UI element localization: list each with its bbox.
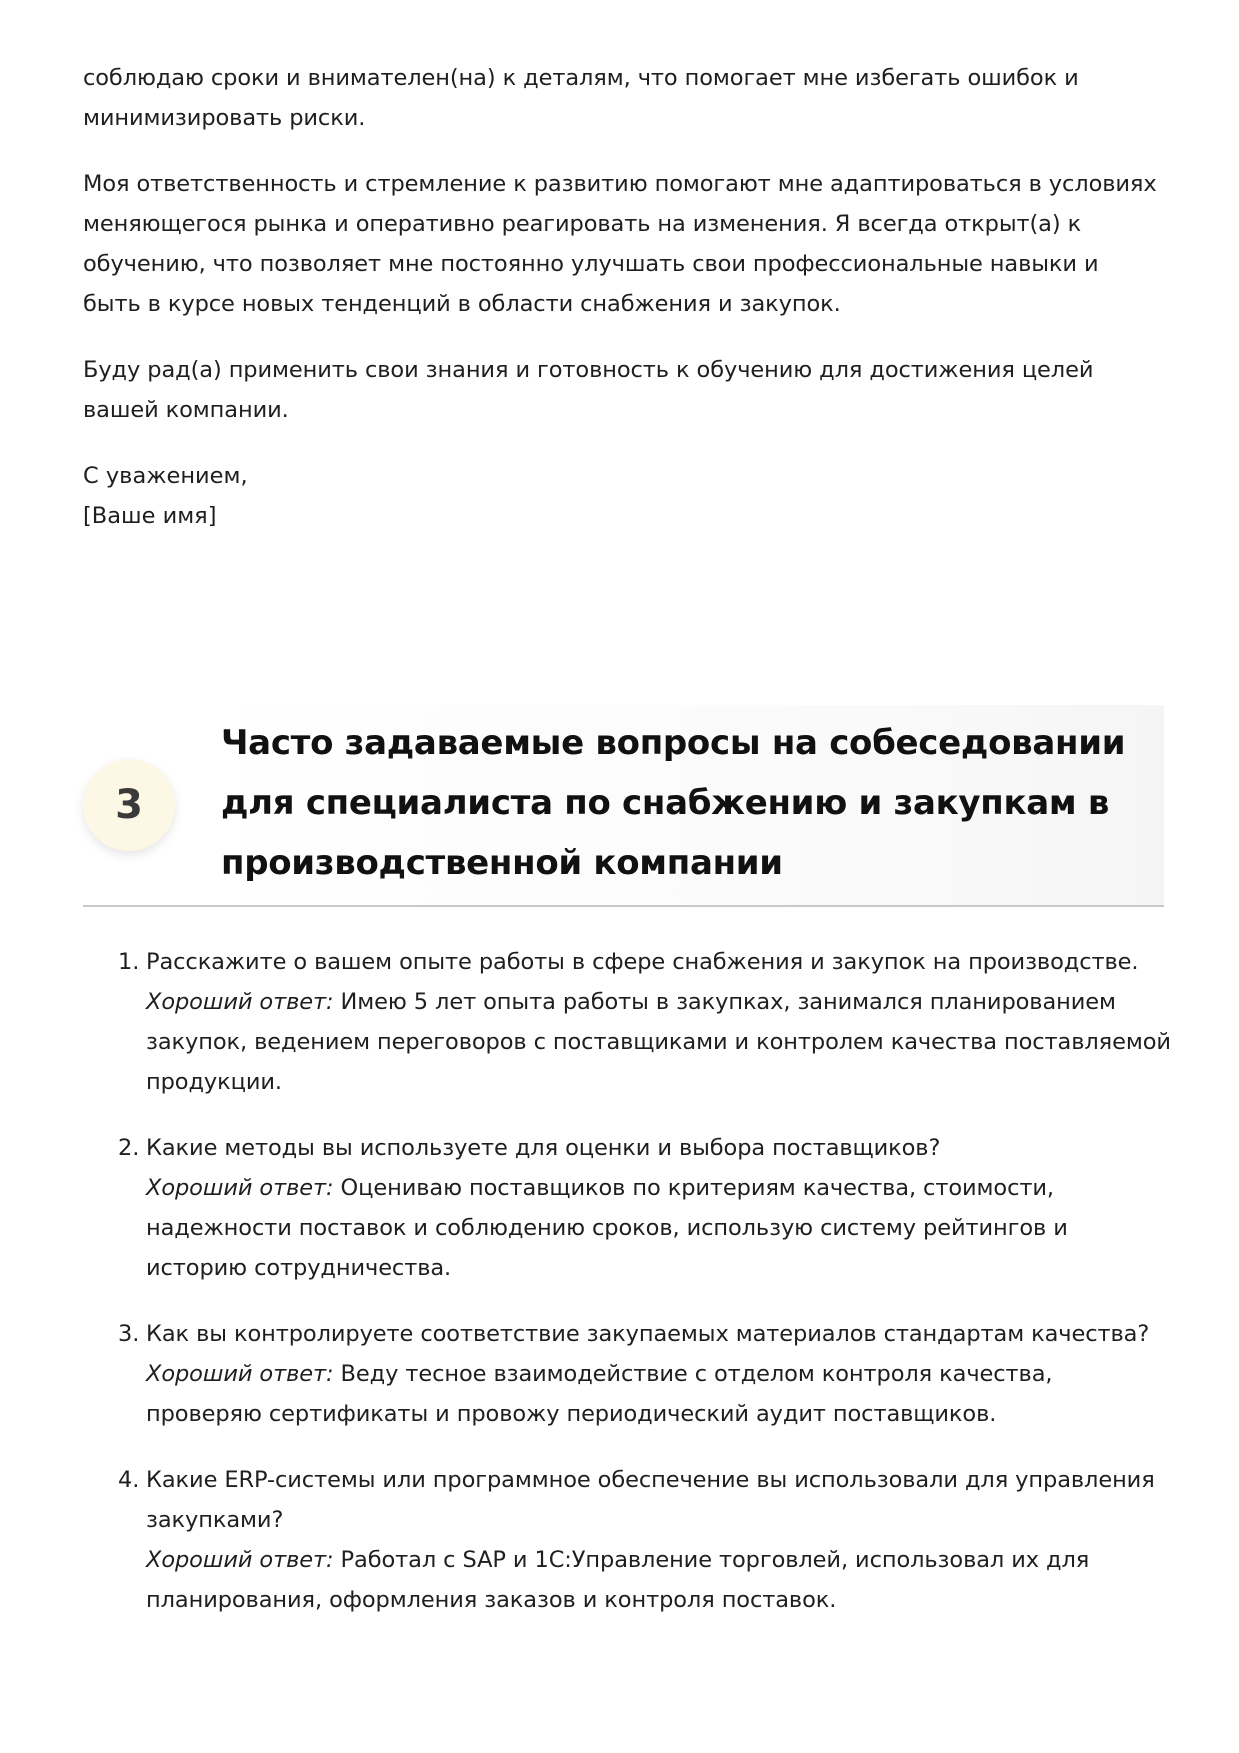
interview-questions-list <box>83 942 1173 1646</box>
answer-text: Работал с SAP и 1С:Управление торговлей, использовал их для планирования, оформления заказов и контроля поставок. <box>146 1547 1090 1613</box>
answer-text: Имею 5 лет опыта работы в закупках, занимался планированием закупок, ведением переговоров с поставщиками и контролем качества поставляемой продукции. <box>146 989 1171 1095</box>
question-text: Какие ERP-системы или программное обеспечение вы использовали для управления закупками? <box>146 1467 1155 1533</box>
list-item-number: 4. <box>118 1467 140 1493</box>
question-text: Как вы контролируете соответствие закупаемых материалов стандартам качества? <box>146 1321 1150 1347</box>
list-item-number: 2. <box>118 1135 140 1161</box>
question-text: Расскажите о вашем опыте работы в сфере снабжения и закупок на производстве. <box>146 949 1139 975</box>
good-answer-label: Хороший ответ: <box>146 1547 334 1573</box>
answer-text: Оцениваю поставщиков по критериям качества, стоимости, надежности поставок и соблюдению сроков, использую систему рейтингов и историю сотрудничества. <box>146 1175 1068 1281</box>
answer-block <box>146 989 1171 1095</box>
list-item-number: 1. <box>118 949 140 975</box>
signature-placeholder: [Ваше имя] <box>83 503 217 529</box>
list-item <box>83 1314 1173 1434</box>
closing-phrase: С уважением, <box>83 463 248 489</box>
list-item <box>83 1128 1173 1288</box>
section-title: Часто задаваемые вопросы на собеседовании для специалиста по снабжению и закупкам в производственной компании <box>221 723 1126 883</box>
good-answer-label: Хороший ответ: <box>146 1175 334 1201</box>
section-number-badge: 3 <box>83 759 175 851</box>
cover-letter-body <box>83 58 1163 536</box>
question-text: Какие методы вы используете для оценки и выбора поставщиков? <box>146 1135 941 1161</box>
section-header <box>83 705 1164 907</box>
answer-block <box>146 1361 1052 1427</box>
paragraph-attention-to-detail: соблюдаю сроки и внимателен(на) к деталям, что помогает мне избегать ошибок и минимизировать риски. <box>83 65 1079 131</box>
list-item-number: 3. <box>118 1321 140 1347</box>
answer-block <box>146 1175 1068 1281</box>
paragraph-closing-statement: Буду рад(а) применить свои знания и готовность к обучению для достижения целей вашей компании. <box>83 357 1094 423</box>
good-answer-label: Хороший ответ: <box>146 1361 334 1387</box>
faq-section <box>83 705 1164 907</box>
list-item <box>83 1460 1173 1620</box>
list-item <box>83 942 1173 1102</box>
answer-text: Веду тесное взаимодействие с отделом контроля качества, проверяю сертификаты и провожу периодический аудит поставщиков. <box>146 1361 1053 1427</box>
good-answer-label: Хороший ответ: <box>146 989 334 1015</box>
answer-block <box>146 1547 1089 1613</box>
paragraph-responsibility: Моя ответственность и стремление к развитию помогают мне адаптироваться в условиях меняющегося рынка и оперативно реагировать на изменения. Я всегда открыт(а) к обучению, что позволяет мне постоянно улучшать свои профессиональные навыки и быть в курсе новых тенденций в области снабжения и закупок. <box>83 171 1157 317</box>
